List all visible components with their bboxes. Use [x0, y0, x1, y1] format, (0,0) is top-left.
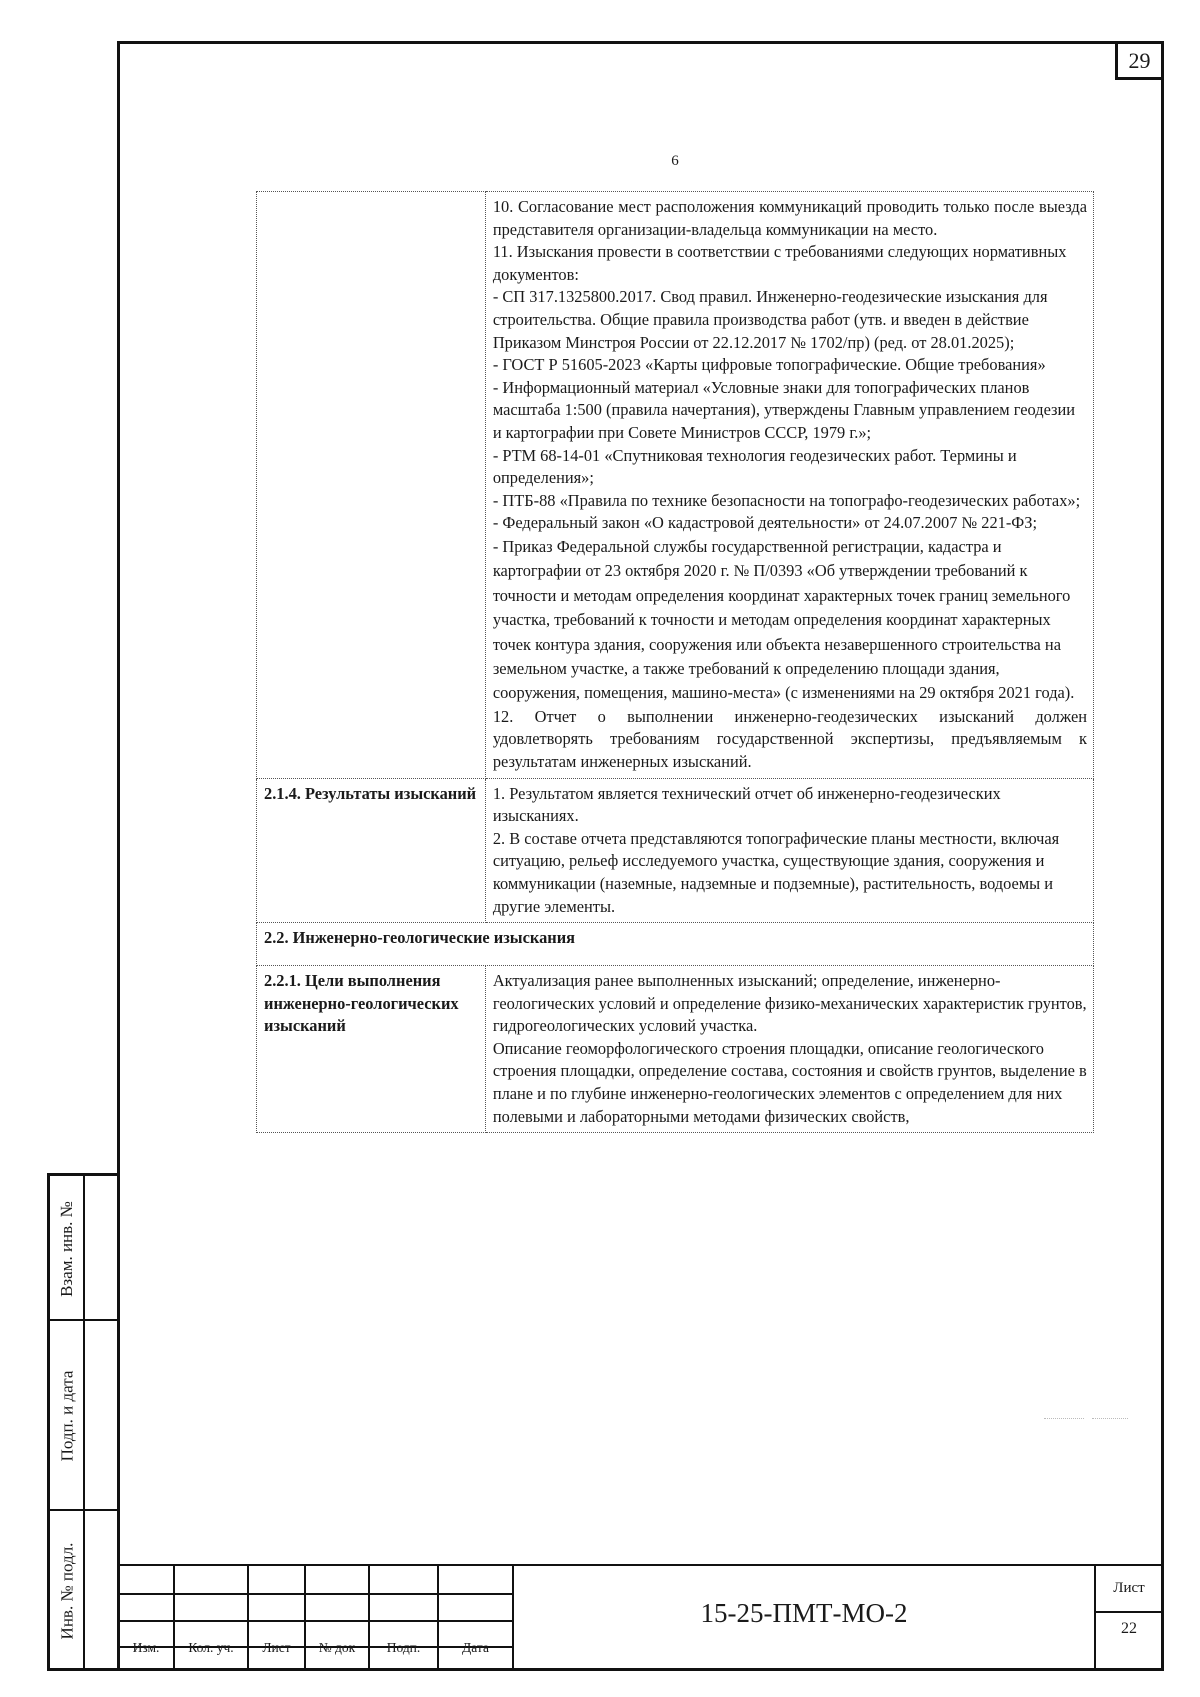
paragraph: - ПТБ-88 «Правила по технике безопасности на топографо-геодезических работах»;: [492, 490, 1081, 510]
paragraph: - ГОСТ Р 51605-2023 «Карты цифровые топографические. Общие требования»: [492, 355, 1046, 375]
table-row: [257, 192, 1094, 779]
title-block-header: Изм.: [132, 1640, 160, 1655]
stamp-label-inv-podl: Инв. № подл.: [57, 1542, 76, 1640]
page-number: 6: [671, 153, 679, 169]
paragraph: - Федеральный закон «О кадастровой деятельности» от 24.07.2007 № 221-ФЗ;: [492, 513, 1038, 533]
paragraph: Описание геоморфологического строения площадки, описание геологического строения площадки, определение состава, состояния и свойств грунтов, выделение в плане и по глубине инженерно-геологических элементов с определением для них полевыми и лабораторными методами физических свойств,: [492, 1038, 1087, 1126]
stamp-label-podp-data: Подп. и дата: [57, 1370, 77, 1462]
stamp-label-vzam-inv: Взам. инв. №: [57, 1200, 76, 1297]
goals-label: 2.2.1. Цели выполнения инженерно-геологических изысканий: [257, 966, 486, 1133]
table-row: [257, 966, 1094, 1133]
continuation-cell: [485, 192, 1093, 779]
title-block-header: № док: [318, 1640, 356, 1655]
document-number: 15-25-ПМТ-МО-2: [700, 1598, 908, 1628]
title-block-header: Кол. уч.: [188, 1640, 234, 1655]
paragraph: - Приказ Федеральной службы государственной регистрации, кадастра и картографии от 23 октября 2020 г. № П/0393 «Об утверждении требований к точности и методам определения координат характерных точек границ земельного участка, требований к точности и методам определения координат характерных точек контура здания, сооружения или объекта незавершенного строительства на земельном участке, а также требований к определению площади здания, сооружения, помещения, машино-места» (с изменениями на 29 октября 2021 года).: [492, 536, 1075, 703]
title-block-header: Дата: [462, 1640, 489, 1655]
stamp-cell-podp: [50, 1321, 120, 1511]
results-label: 2.1.4. Результаты изысканий: [257, 778, 486, 923]
results-cell: [485, 778, 1093, 923]
scan-artifact: [1044, 1418, 1084, 1419]
paragraph: 2. В составе отчета представляются топографические планы местности, включая ситуацию, рельеф исследуемого участка, существующие здания, сооружения и коммуникации (наземные, надземные и подземные), растительность, водоемы и другие элементы.: [492, 828, 1060, 916]
stamp-cell-inv: [50, 1511, 120, 1671]
stamp-cell-vzam: [50, 1176, 120, 1321]
paragraph: 11. Изыскания провести в соответствии с требованиями следующих нормативных документов:: [492, 242, 1067, 284]
paragraph: - СП 317.1325800.2017. Свод правил. Инженерно-геодезические изыскания для строительства. Общие правила производства работ (утв. и введен в действие Приказом Минстроя России от 22.12.2017 № 1702/пр) (ред. от 28.01.2025);: [492, 287, 1048, 352]
table-row: [257, 778, 1094, 923]
empty-label-cell: [257, 192, 486, 779]
section-header: 2.2. Инженерно-геологические изыскания: [257, 923, 1094, 966]
corner-sheet-number: 29: [1115, 41, 1164, 80]
table-row: [257, 923, 1094, 966]
goals-cell: [485, 966, 1093, 1133]
paragraph: - РТМ 68-14-01 «Спутниковая технология геодезических работ. Термины и определения»;: [492, 445, 1017, 488]
sheet-number: 22: [1121, 1620, 1137, 1637]
paragraph: 10. Согласование мест расположения коммуникаций проводить только после выезда представителя организации-владельца коммуникации на место.: [492, 197, 1087, 239]
sheet-label: Лист: [1113, 1580, 1145, 1596]
scan-artifact: [1092, 1418, 1128, 1419]
side-stamp: [47, 1173, 120, 1671]
requirements-table: [256, 191, 1094, 1133]
title-block-header: Лист: [262, 1640, 291, 1655]
paragraph: Актуализация ранее выполненных изысканий; определение, инженерно-геологических условий и определение физико-механических характеристик грунтов, гидрогеологических условий участка.: [492, 971, 1087, 1036]
paragraph: 1. Результатом является технический отчет об инженерно-геодезических изысканиях.: [492, 783, 1001, 826]
title-block-header: Подп.: [386, 1640, 421, 1655]
paragraph: 12. Отчет о выполнении инженерно-геодезических изысканий должен удовлетворять требованиям государственной экспертизы, предъявляемым к результатам инженерных изысканий.: [492, 706, 1087, 771]
paragraph: - Информационный материал «Условные знаки для топографических планов масштаба 1:500 (правила начертания), утверждены Главным управлением геодезии и картографии при Совете Министров СССР, 1979 г.»;: [492, 377, 1076, 442]
